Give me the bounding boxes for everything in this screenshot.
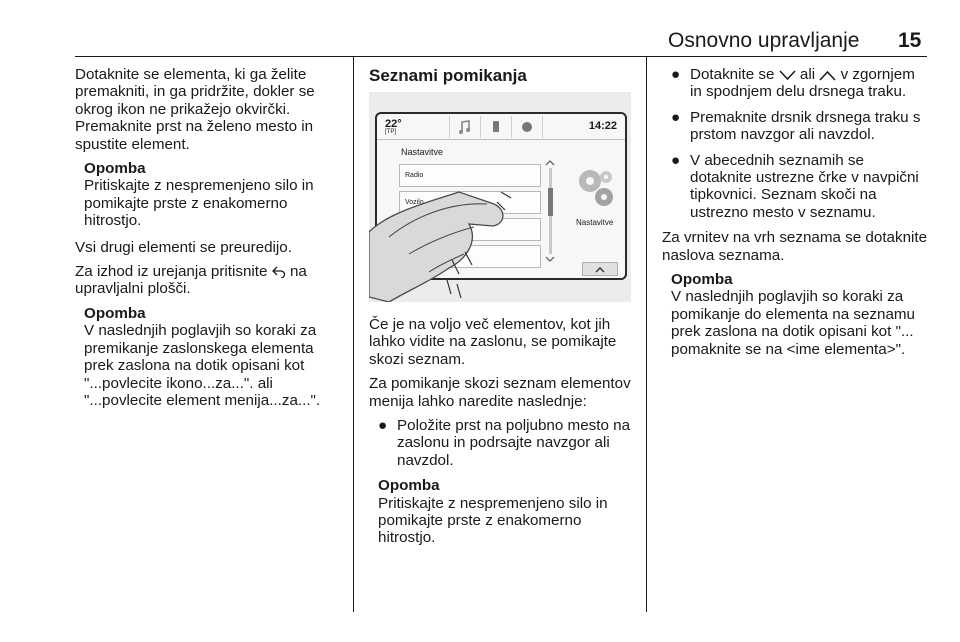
note-text: Pritiskajte z nespremenjeno silo in pomikajte prste z enakomerno hitrostjo. [378, 494, 608, 547]
bullet-dot: ● [671, 66, 681, 83]
paragraph-return-top: Za vrnitev na vrh seznama se dotaknite naslova seznama. [662, 229, 928, 264]
note-title: Opomba [84, 160, 146, 178]
bullet-text: Premaknite drsnik drsnega traku s prstom navzgor ali navzdol. [690, 108, 921, 144]
page-header [0, 0, 960, 60]
chapter-title: Osnovno upravljanje [668, 29, 860, 52]
screen-list-item: Vozilo [399, 191, 541, 214]
column-divider-1 [353, 57, 354, 612]
note-text: Pritiskajte z nespremenjeno silo in pomikajte prste z enakomerno hitrostjo. [84, 177, 314, 230]
paragraph-exit-edit: Za izhod iz urejanja pritisnite na upravljalni plošči. [75, 263, 307, 298]
note-title: Opomba [378, 477, 440, 495]
screen-list-title: Nastavitve [401, 147, 444, 157]
bullet-item [662, 109, 928, 144]
note-title: Opomba [671, 271, 733, 289]
note-text: V naslednjih poglavjih so koraki za premikanje zaslonskega elementa prek zaslona na dotik opisani kot "...povlecite ikono...za...". ali "...povlecite element menija...za...". [84, 322, 321, 409]
bullet-dot: ● [671, 108, 681, 126]
bullet-dot: ● [671, 151, 681, 169]
touchscreen-illustration [369, 92, 631, 302]
chevron-down-icon [779, 70, 796, 81]
screen-temperature: 22° [385, 118, 402, 130]
bullet-item [662, 152, 928, 222]
bullet-text: V abecednih seznamih se dotaknite ustrezne črke v navpični tipkovnici. Seznam skoči na ustrezno mesto v seznamu. [690, 151, 919, 221]
page-number: 15 [898, 29, 922, 52]
column-middle [369, 66, 635, 556]
screen-tp-indicator: [TP] [385, 129, 397, 135]
bullet-item: ● Dotaknite se ali v zgornjem in spodnjem delu drsnega traku. [671, 66, 915, 101]
screen-clock: 14:22 [588, 120, 617, 132]
screen-list-item: Radio [399, 164, 541, 187]
note-title: Opomba [84, 304, 146, 322]
paragraph-rearrange: Vsi drugi elementi se preuredijo. [75, 238, 292, 256]
paragraph-more-items: Če je na voljo več elementov, kot jih lahko vidite na zaslonu, se pomikajte skozi seznam. [369, 316, 617, 368]
column-left [75, 66, 345, 418]
back-icon [272, 265, 286, 278]
screen-settings-label: Nastavitve [576, 218, 614, 227]
note-block [662, 271, 928, 358]
paragraph-scroll-intro: Za pomikanje skozi seznam elementov menija lahko naredite naslednje: [369, 375, 631, 410]
note-block [75, 305, 345, 409]
note-text: V naslednjih poglavjih so koraki za pomikanje do elementa na seznamu prek zaslona na dotik opisani kot "... pomaknite se na <ime elementa>". [671, 288, 915, 358]
chevron-up-icon [819, 70, 836, 81]
column-right [662, 66, 928, 367]
bullet-dot: ● [378, 417, 388, 435]
note-block [369, 477, 635, 547]
bullet-text: Položite prst na poljubno mesto na zaslonu in podrsajte navzgor ali navzdol. [397, 417, 631, 469]
column-divider-2 [646, 57, 647, 612]
paragraph-move-element: Dotaknite se elementa, ki ga želite premakniti, in ga pridržite, dokler se okrog ikon ne prikažejo okvirčki. Premaknite prst na želeno mesto in spustite element. [75, 66, 315, 153]
header-divider [75, 56, 927, 57]
section-heading: Seznami pomikanja [369, 66, 527, 85]
hand-gesture-icon [369, 92, 631, 302]
note-block [75, 160, 345, 230]
bullet-item [369, 417, 635, 469]
